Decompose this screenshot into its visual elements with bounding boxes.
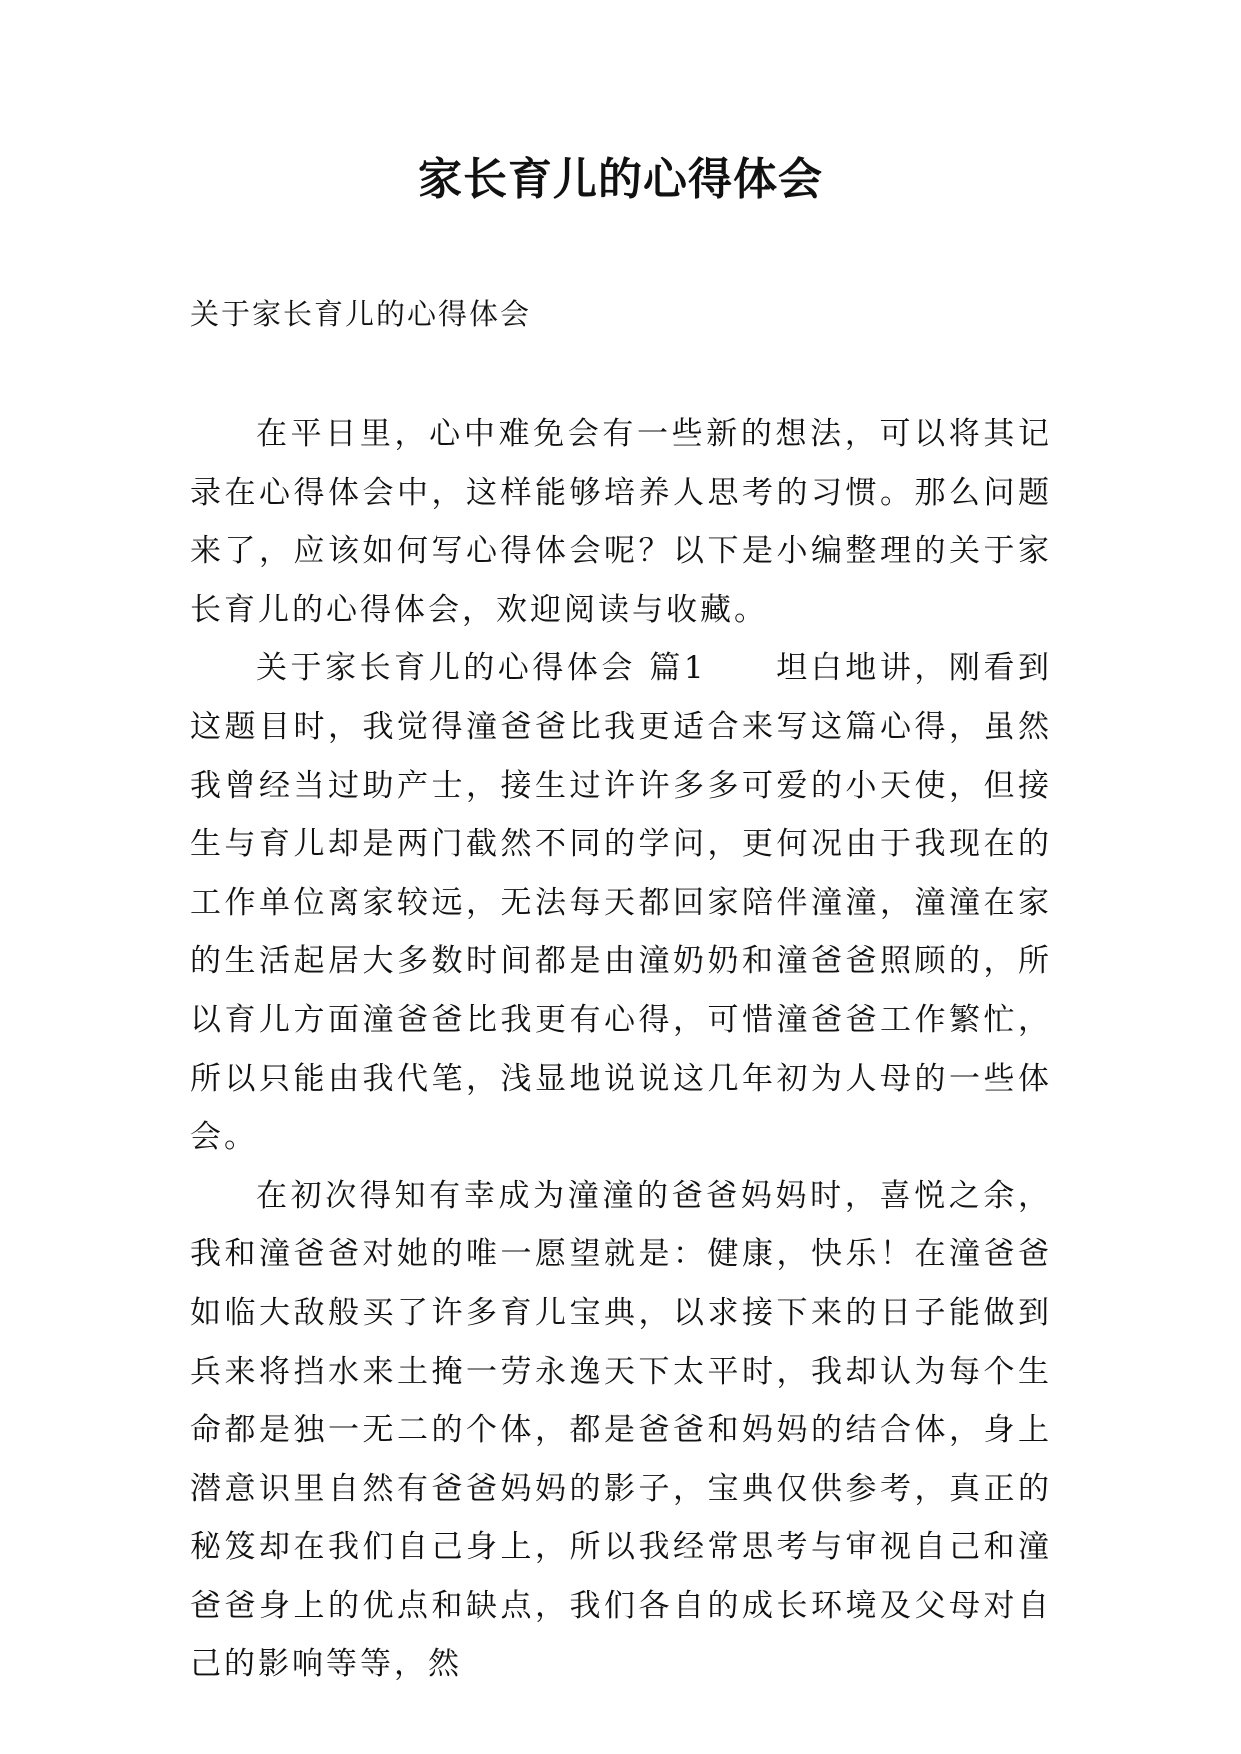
document-subtitle: 关于家长育儿的心得体会	[190, 297, 532, 331]
paragraph-part1: 关于家长育儿的心得体会 篇1 坦白地讲，刚看到这题目时，我觉得潼爸爸比我更适合来写这篇心得，虽然我曾经当过助产士，接生过许许多多可爱的小天使，但接生与育儿却是两门截然不同的学问，更何况由于我现在的工作单位离家较远，无法每天都回家陪伴潼潼，潼潼在家的生活起居大多数时间都是由潼奶奶和潼爸爸照顾的，所以育儿方面潼爸爸比我更有心得，可惜潼爸爸工作繁忙，所以只能由我代笔，浅显地说说这几年初为人母的一些体会。	[190, 650, 1052, 1156]
document-body	[190, 405, 1052, 1694]
paragraph-part2: 在初次得知有幸成为潼潼的爸爸妈妈时，喜悦之余，我和潼爸爸对她的唯一愿望就是：健康，快乐！在潼爸爸如临大敌般买了许多育儿宝典，以求接下来的日子能做到兵来将挡水来土掩一劳永逸天下太平时，我却认为每个生命都是独一无二的个体，都是爸爸和妈妈的结合体，身上潜意识里自然有爸爸妈妈的影子，宝典仅供参考，真正的秘笈却在我们自己身上，所以我经常思考与审视自己和潼爸爸身上的优点和缺点，我们各自的成长环境及父母对自己的影响等等，然	[190, 1177, 1052, 1683]
paragraph-intro: 在平日里，心中难免会有一些新的想法，可以将其记录在心得体会中，这样能够培养人思考的习惯。那么问题来了，应该如何写心得体会呢？以下是小编整理的关于家长育儿的心得体会，欢迎阅读与收藏。	[190, 416, 1052, 628]
document-title: 家长育儿的心得体会	[418, 154, 823, 205]
